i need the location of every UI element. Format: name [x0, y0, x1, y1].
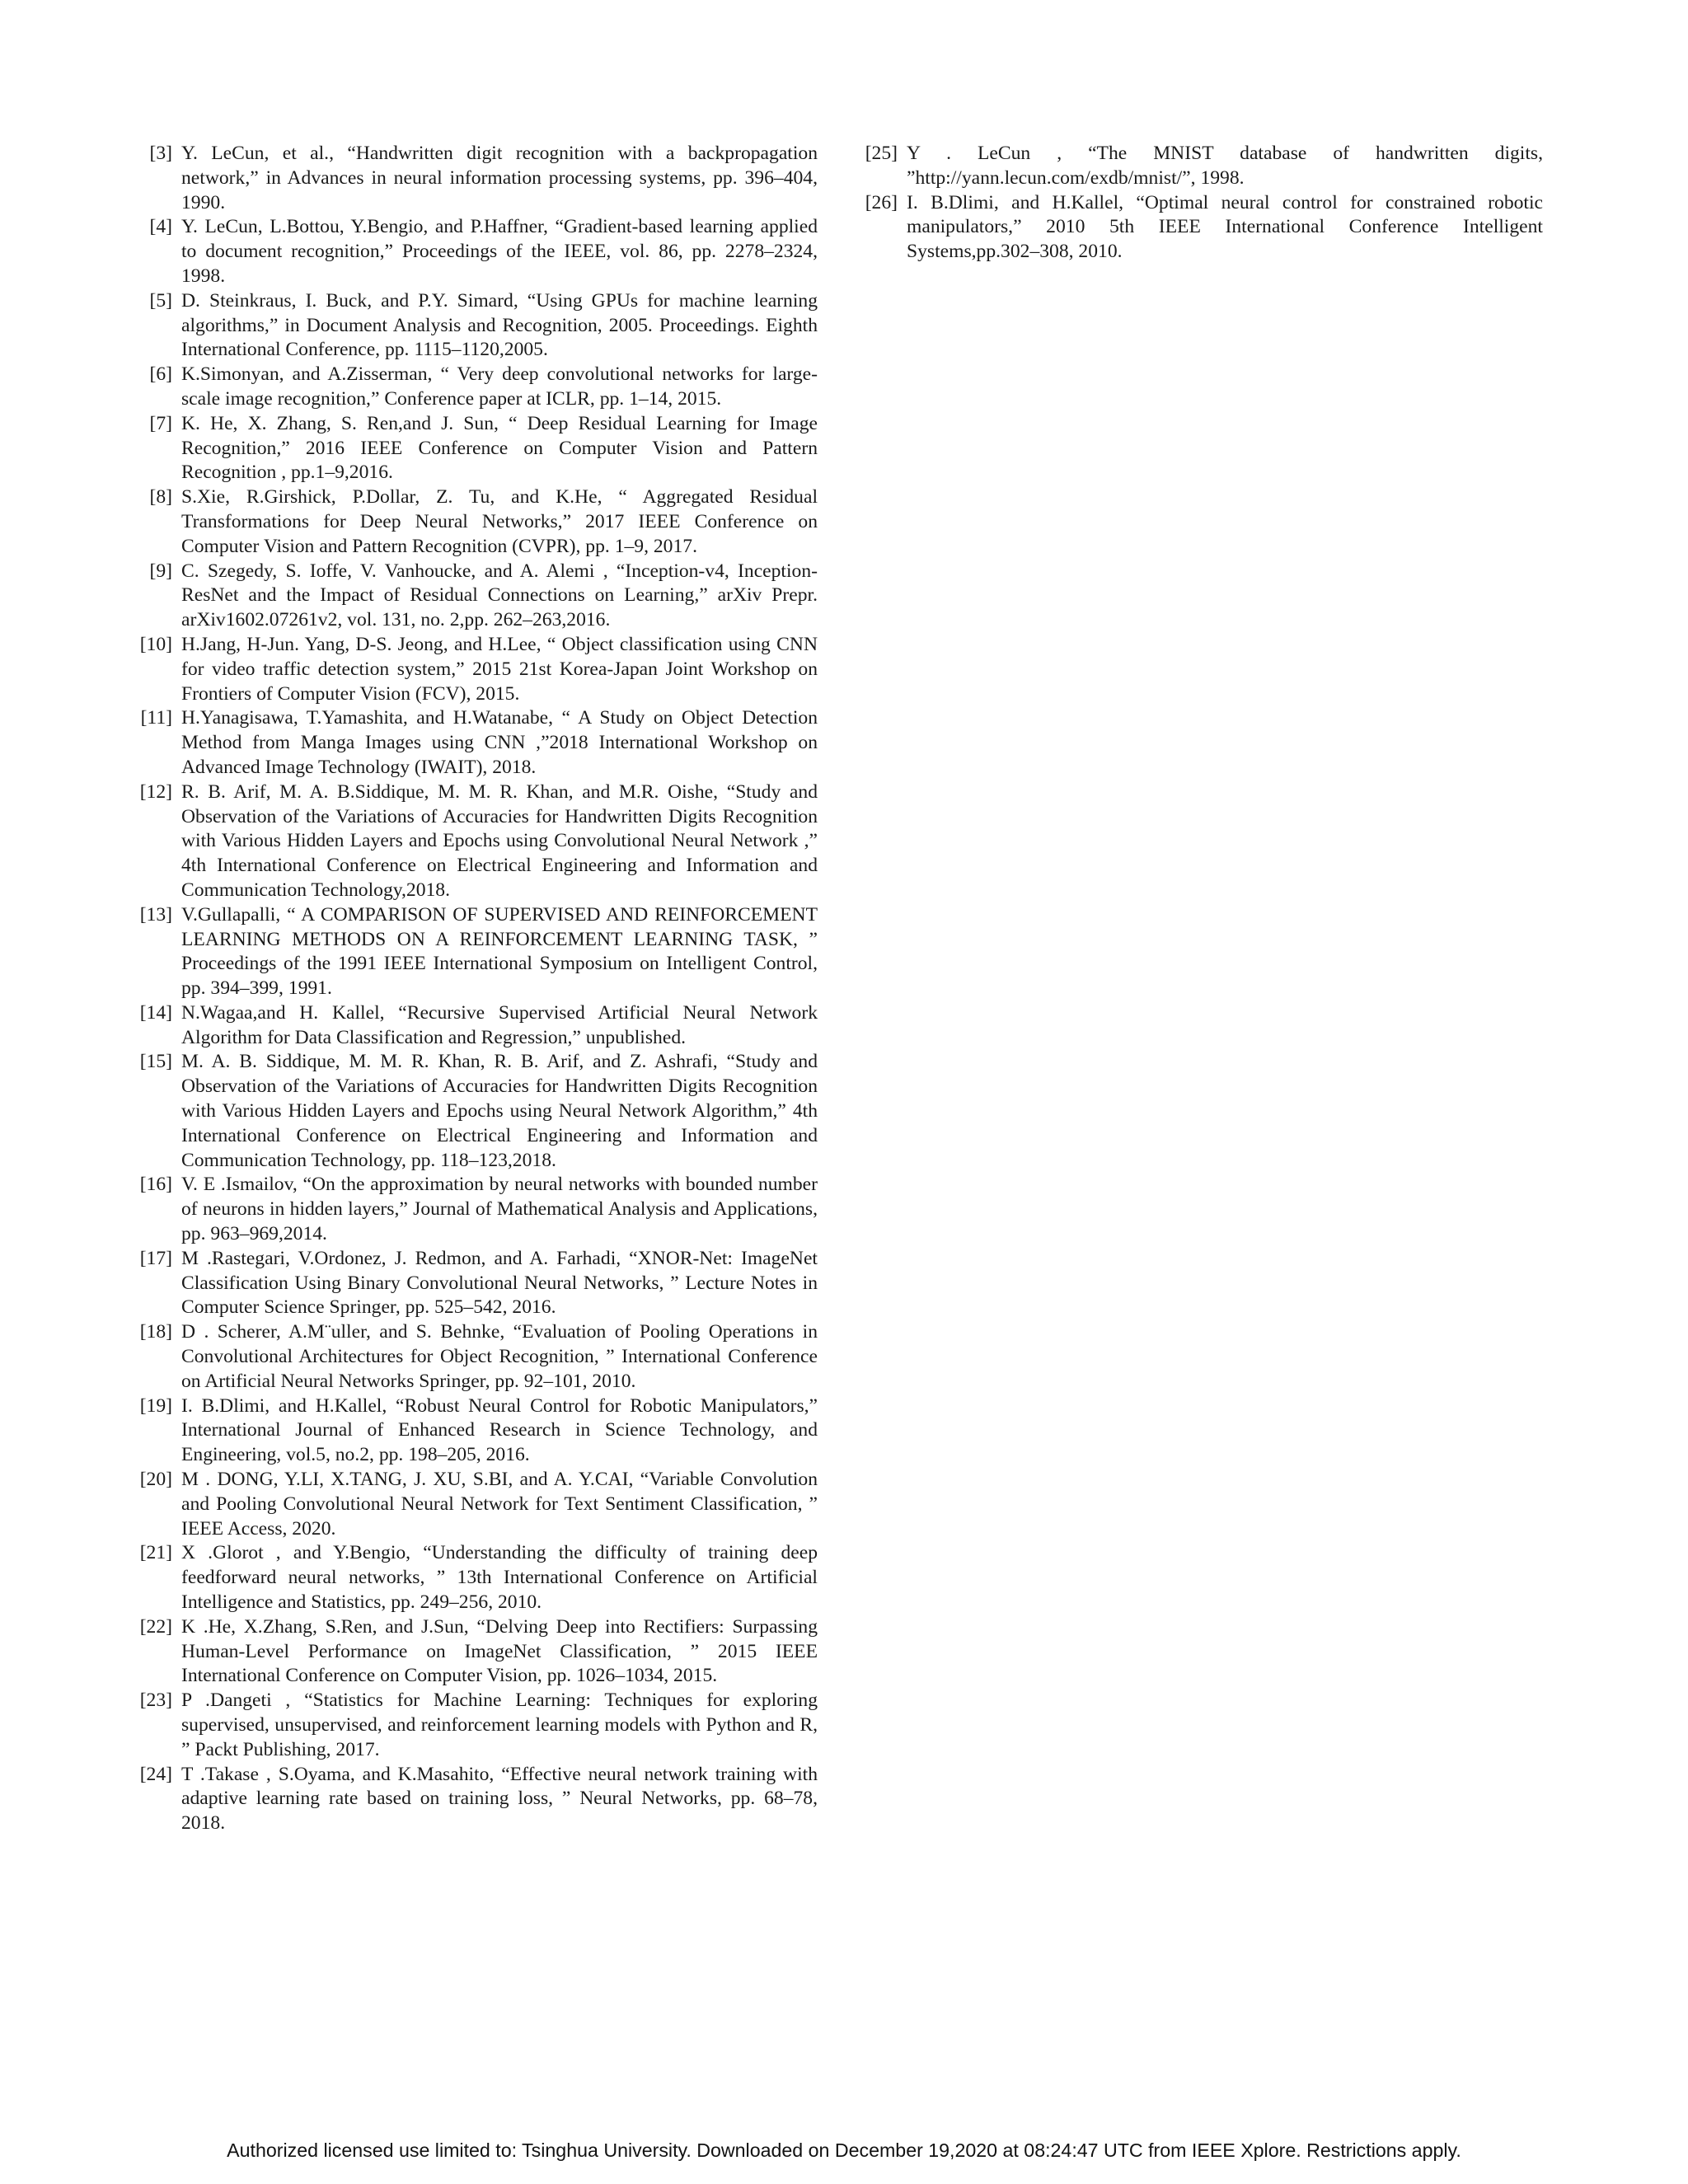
reference-entry [136, 412, 818, 485]
reference-entry [136, 289, 818, 363]
reference-text: Y. LeCun, L.Bottou, Y.Bengio, and P.Haffner, “Gradient-based learning applied to document recognition,” Proceedings of the IEEE, vol. 86, pp. 2278–2324, 1998. [181, 216, 818, 287]
reference-entry [136, 780, 818, 903]
reference-text: Y . LeCun , “The MNIST database of handwritten digits, ”http://yann.lecun.com/exdb/mnist/”, 1998. [907, 143, 1543, 189]
reference-text: C. Szegedy, S. Ioffe, V. Vanhoucke, and A. Alemi , “Inception-v4, Inception-ResNet and the Impact of Residual Connections on Learning,” arXiv Prepr. arXiv1602.07261v2, vol. 131, no. 2,pp. 262–263,2016. [181, 560, 818, 631]
reference-number: [12] [139, 780, 172, 803]
reference-text: T .Takase , S.Oyama, and K.Masahito, “Effective neural network training with adaptive learning rate based on training loss, ” Neural Networks, pp. 68–78, 2018. [181, 1763, 818, 1835]
reference-number: [6] [149, 363, 172, 386]
reference-entry [136, 1320, 818, 1394]
reference-entry [136, 1763, 818, 1836]
reference-text: N.Wagaa,and H. Kallel, “Recursive Supervised Artificial Neural Network Algorithm for Data Classification and Regression,” unpublished. [181, 1001, 818, 1048]
reference-number: [4] [149, 216, 172, 238]
reference-entry [136, 633, 818, 706]
reference-entry [136, 560, 818, 633]
reference-number: [17] [139, 1247, 172, 1269]
reference-number: [26] [865, 191, 898, 213]
reference-entry [136, 485, 818, 559]
reference-text: K .He, X.Zhang, S.Ren, and J.Sun, “Delving Deep into Rectifiers: Surpassing Human-Level Performance on ImageNet Classification, ” 2015 IEEE International Conference on Computer Vision, pp. 1026–1034, 2015. [181, 1615, 818, 1687]
reference-number: [11] [140, 707, 172, 729]
reference-number: [3] [149, 143, 172, 164]
reference-text: K. He, X. Zhang, S. Ren,and J. Sun, “ Deep Residual Learning for Image Recognition,” 2016 IEEE Conference on Computer Vision and Pattern Recognition , pp.1–9,2016. [181, 412, 818, 484]
reference-text: M . DONG, Y.LI, X.TANG, J. XU, S.BI, and A. Y.CAI, “Variable Convolution and Pooling Convolutional Neural Network for Text Sentiment Classification, ” IEEE Access, 2020. [181, 1469, 818, 1540]
reference-text: K.Simonyan, and A.Zisserman, “ Very deep convolutional networks for large-scale image recognition,” Conference paper at ICLR, pp. 1–14, 2015. [181, 363, 818, 410]
reference-number: [9] [149, 560, 172, 582]
reference-entry [136, 1468, 818, 1541]
reference-entry [136, 903, 818, 1001]
reference-entry [136, 1541, 818, 1615]
reference-entry [136, 1050, 818, 1173]
reference-number: [15] [139, 1051, 172, 1073]
reference-number: [25] [865, 143, 898, 164]
reference-number: [14] [139, 1001, 172, 1024]
reference-text: Y. LeCun, et al., “Handwritten digit recognition with a backpropagation network,” in Advances in neural information processing systems, pp. 396–404, 1990. [181, 143, 818, 213]
references-right-column [861, 142, 1543, 265]
reference-entry [861, 191, 1543, 265]
reference-text: I. B.Dlimi, and H.Kallel, “Optimal neural control for constrained robotic manipulators,” 2010 5th IEEE International Conference Intelligent Systems,pp.302–308, 2010. [907, 191, 1543, 263]
reference-number: [5] [149, 289, 172, 312]
reference-text: R. B. Arif, M. A. B.Siddique, M. M. R. Khan, and M.R. Oishe, “Study and Observation of the Variations of Accuracies for Handwritten Digits Recognition with Various Hidden Layers and Epochs using Convolutional Neural Network ,” 4th International Conference on Electrical Engineering and Information and Communication Technology,2018. [181, 780, 818, 901]
references-left-column [136, 142, 818, 1836]
reference-text: V. E .Ismailov, “On the approximation by neural networks with bounded number of neurons in hidden layers,” Journal of Mathematical Analysis and Applications, pp. 963–969,2014. [181, 1174, 818, 1245]
reference-number: [19] [139, 1394, 172, 1417]
reference-text: P .Dangeti , “Statistics for Machine Learning: Techniques for exploring supervised, unsupervised, and reinforcement learning models with Python and R, ” Packt Publishing, 2017. [181, 1690, 818, 1760]
reference-text: H.Jang, H-Jun. Yang, D-S. Jeong, and H.Lee, “ Object classification using CNN for video traffic detection system,” 2015 21st Korea-Japan Joint Workshop on Frontiers of Computer Vision (FCV), 2015. [181, 633, 818, 705]
reference-number: [13] [139, 903, 172, 926]
reference-number: [18] [139, 1321, 172, 1343]
reference-number: [24] [139, 1763, 172, 1785]
reference-entry [861, 142, 1543, 191]
reference-text: I. B.Dlimi, and H.Kallel, “Robust Neural Control for Robotic Manipulators,” International Journal of Enhanced Research in Science Technology, and Engineering, vol.5, no.2, pp. 198–205, 2016. [181, 1394, 818, 1466]
reference-entry [136, 1394, 818, 1468]
reference-entry [136, 142, 818, 215]
reference-number: [7] [149, 412, 172, 434]
reference-text: V.Gullapalli, “ A COMPARISON OF SUPERVISED AND REINFORCEMENT LEARNING METHODS ON A REINFORCEMENT LEARNING TASK, ” Proceedings of the 1991 IEEE International Symposium on Intelligent Control, pp. 394–399, 1991. [181, 903, 818, 1000]
reference-number: [16] [139, 1174, 172, 1196]
reference-entry [136, 706, 818, 780]
reference-text: M. A. B. Siddique, M. M. R. Khan, R. B. Arif, and Z. Ashrafi, “Study and Observation of the Variations of Accuracies for Handwritten Digits Recognition with Various Hidden Layers and Epochs using Neural Network Algorithm,” 4th International Conference on Electrical Engineering and Information and Communication Technology, pp. 118–123,2018. [181, 1051, 818, 1171]
reference-entry [136, 215, 818, 288]
reference-text: S.Xie, R.Girshick, P.Dollar, Z. Tu, and K.He, “ Aggregated Residual Transformations for Deep Neural Networks,” 2017 IEEE Conference on Computer Vision and Pattern Recognition (CVPR), pp. 1–9, 2017. [181, 486, 818, 557]
reference-entry [136, 1247, 818, 1320]
reference-text: X .Glorot , and Y.Bengio, “Understanding the difficulty of training deep feedforward neural networks, ” 13th International Conference on Artificial Intelligence and Statistics, pp. 249–256, 2010. [181, 1542, 818, 1614]
reference-entry [136, 1173, 818, 1246]
reference-entry [136, 1615, 818, 1689]
reference-text: D. Steinkraus, I. Buck, and P.Y. Simard, “Using GPUs for machine learning algorithms,” in Document Analysis and Recognition, 2005. Proceedings. Eighth International Conference, pp. 1115–1120,2005. [181, 289, 818, 361]
reference-entry [136, 1689, 818, 1762]
reference-text: M .Rastegari, V.Ordonez, J. Redmon, and A. Farhadi, “XNOR-Net: ImageNet Classification Using Binary Convolutional Neural Networks, ” Lecture Notes in Computer Science Springer, pp. 525–542, 2016. [181, 1247, 818, 1319]
reference-number: [10] [139, 633, 172, 655]
reference-number: [21] [139, 1542, 172, 1564]
reference-entry [136, 1001, 818, 1051]
reference-entry [136, 363, 818, 412]
reference-text: D . Scherer, A.M¨uller, and S. Behnke, “Evaluation of Pooling Operations in Convolutional Architectures for Object Recognition, ” International Conference on Artificial Neural Networks Springer, pp. 92–101, 2010. [181, 1321, 818, 1392]
reference-number: [23] [139, 1690, 172, 1712]
reference-number: [8] [149, 486, 172, 509]
license-footer: Authorized licensed use limited to: Tsinghua University. Downloaded on December 19,2020 at 08:24:47 UTC from IEEE Xplore. Restrictions apply. [227, 2139, 1461, 2161]
reference-text: H.Yanagisawa, T.Yamashita, and H.Watanabe, “ A Study on Object Detection Method from Manga Images using CNN ,”2018 International Workshop on Advanced Image Technology (IWAIT), 2018. [181, 707, 818, 778]
reference-number: [22] [139, 1615, 172, 1638]
reference-number: [20] [139, 1469, 172, 1491]
